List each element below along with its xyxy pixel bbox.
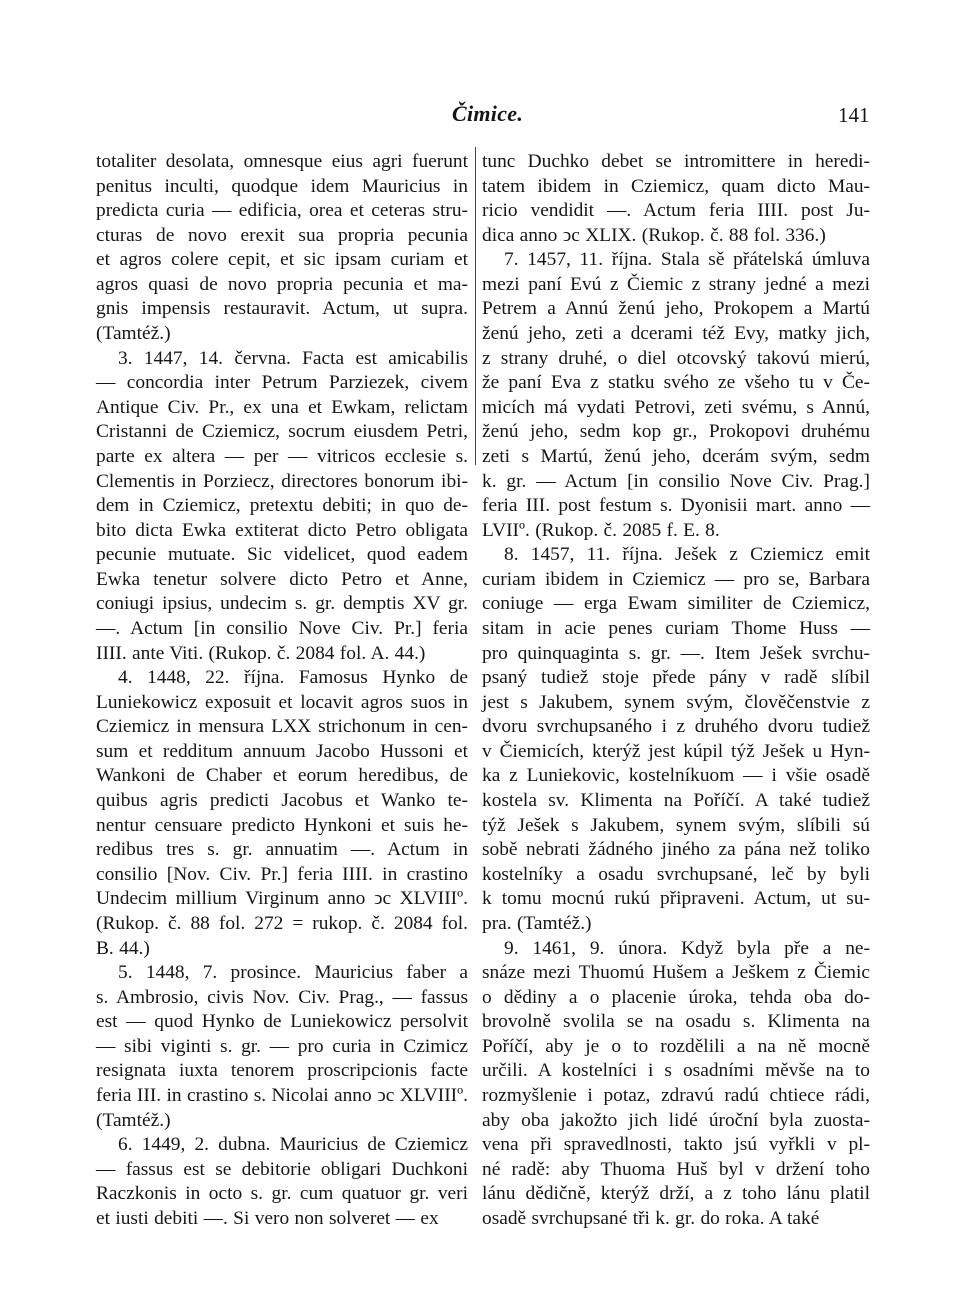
right-column-line: ženú jeho, zeti a dcerami též Evy, matky jich, <box>482 323 870 345</box>
left-column-line: Antique Civ. Pr., ex una et Ewkam, relictam <box>96 396 468 418</box>
left-column-line: Wankoni de Chaber et eorum heredibus, de <box>96 765 468 787</box>
right-column-line: snáze mezi Thuomú Hušem a Ješkem z Čiemic <box>482 962 870 984</box>
right-column-line: k tomu mocnú rukú připraveni. Actum, ut su- <box>482 888 870 910</box>
right-column-line: kostela sv. Klimenta na Poříčí. A také tudiež <box>482 790 870 812</box>
right-column-line: jest s Jakubem, synem svým, člověčenstvie z <box>482 691 870 713</box>
left-column-line: s. Ambrosio, civis Nov. Civ. Prag., — fassus <box>96 986 468 1008</box>
right-column-line: Poříčí, aby je o to rozdělili a na ně mocně <box>482 1035 870 1057</box>
right-column-line: LVIIº. (Rukop. č. 2085 f. E. 8. <box>482 519 720 541</box>
left-column-line: feria III. in crastino s. Nicolai anno ↄc XLVIIIº. <box>96 1084 468 1106</box>
left-column <box>96 150 468 1231</box>
running-title: Čimice. <box>452 101 524 126</box>
right-column-line: kostelníky a osadu svrchupsané, leč by byli <box>482 863 870 885</box>
left-column-line: agros quasi de novo propria pecunia et ma- <box>96 273 468 295</box>
left-column-line: Cristanni de Cziemicz, socrum eiusdem Petri, <box>96 421 468 443</box>
left-column-line: — concordia inter Petrum Parziezek, civem <box>96 372 468 394</box>
right-column-line: micích má vydati Petrovi, zeti svému, s Annú, <box>482 396 870 418</box>
left-column-line: 3. 1447, 14. června. Facta est amicabilis <box>118 347 468 369</box>
right-column-line: 7. 1457, 11. října. Stala sě přátelská úmluva <box>504 249 870 271</box>
left-column-line: (Tamtéž.) <box>96 323 171 345</box>
right-column-line: psaný tudiež stoje přede pány v radě slíbil <box>482 667 870 689</box>
right-column-line: ricio vendidit —. Actum feria IIII. post Ju- <box>482 200 870 222</box>
right-column-line: týž Ješek s Jakubem, synem svým, slíbili sú <box>482 814 870 836</box>
right-column-line: z strany druhé, o diel otcovský takovú mierú, <box>482 347 870 369</box>
left-column-line: parte ex altera — per — vitricos ecclesie s. <box>96 445 468 467</box>
right-column-line: feria III. post festum s. Dyonisii mart. anno — <box>482 495 870 517</box>
left-column-line: 5. 1448, 7. prosince. Mauricius faber a <box>118 962 468 984</box>
right-column-line: osadě svrchupsané tři k. gr. do roka. A také <box>482 1207 820 1229</box>
left-column-line: IIII. ante Viti. (Rukop. č. 2084 fol. A. 44.) <box>96 642 426 664</box>
left-column-line: pecunie mutuate. Sic videlicet, quod eadem <box>96 544 468 566</box>
left-column-line: 6. 1449, 2. dubna. Mauricius de Cziemicz <box>118 1134 468 1156</box>
column-divider <box>475 147 476 465</box>
right-column-line: pro quinquaginta s. gr. —. Item Ješek svrchu- <box>482 642 870 664</box>
right-column-line: 9. 1461, 9. února. Když byla pře a ne- <box>504 937 870 959</box>
right-column-line: pra. (Tamtéž.) <box>482 912 592 934</box>
left-column-line: penitus inculti, quodque idem Mauricius in <box>96 175 468 197</box>
right-column-line: dica anno ↄc XLIX. (Rukop. č. 88 fol. 336.) <box>482 224 826 246</box>
left-column-line: Luniekowicz exposuit et locavit agros suos in <box>96 691 468 713</box>
right-column-line: v Čiemicích, kterýž jest kúpil týž Ješek u Hyn- <box>482 740 870 762</box>
left-column-line: —. Actum [in consilio Nove Civ. Pr.] feria <box>96 617 468 639</box>
right-column-line: tunc Duchko debet se intromittere in heredi- <box>482 151 870 172</box>
left-column-line: Ewka tenetur solvere dicto Petro et Anne, <box>96 568 468 590</box>
right-column-line: rozmyšlenie i potaz, zdravú radú chtiece rádi, <box>482 1084 870 1106</box>
right-column-line: ženú jeho, sedm kop gr., Prokopovi druhému <box>482 421 870 443</box>
right-column-line: k. gr. — Actum [in consilio Nove Civ. Prag.] <box>482 470 870 492</box>
left-column-line: (Rukop. č. 88 fol. 272 = rukop. č. 2084 fol. <box>96 912 468 934</box>
left-column-line: nentur censuare predicto Hynkoni et suis he- <box>96 814 468 836</box>
right-column-line: určili. A kostelníci i s osadními měvše na to <box>482 1060 870 1082</box>
left-column-line: redibus tres s. gr. annuatim —. Actum in <box>96 839 468 861</box>
right-column-line: curiam ibidem in Cziemicz — pro se, Barbara <box>482 568 870 590</box>
right-column-line: dvoru svrchupsaného i z druhého dvoru tudiež <box>482 716 870 738</box>
left-column-line: consilio [Nov. Civ. Pr.] feria IIII. in crastino <box>96 863 468 885</box>
right-column-line: sitam in acie penes curiam Thome Huss — <box>482 617 870 639</box>
left-column-line: predicta curia — edificia, orea et ceteras stru- <box>96 200 468 222</box>
left-column-line: et iusti debiti —. Si vero non solveret — ex <box>96 1207 439 1229</box>
right-column-line: zeti s Martú, ženú jeho, dcerám svým, sedm <box>482 445 870 467</box>
left-column-line: (Tamtéž.) <box>96 1109 171 1131</box>
left-column-line: Raczkonis in octo s. gr. cum quatuor gr. veri <box>96 1183 468 1205</box>
left-column-line: — fassus est se debitorie obligari Duchkoni <box>96 1158 468 1180</box>
left-column-line: 4. 1448, 22. října. Famosus Hynko de <box>118 667 468 689</box>
left-column-line: quibus agris predicti Jacobus et Wanko te- <box>96 790 468 812</box>
page-header <box>0 101 960 135</box>
left-column-line: gnis impensis restauravit. Actum, ut supra. <box>96 298 468 320</box>
left-column-line: Cziemicz in mensura LXX strichonum in cen- <box>96 716 468 738</box>
right-column-line: sobě nebrati žádného jiného za pána než toliko <box>482 839 870 861</box>
right-column-line: brovolně svolila se na osadu s. Klimenta na <box>482 1011 870 1033</box>
left-column-line: — sibi viginti s. gr. — pro curia in Czimicz <box>96 1035 468 1057</box>
right-column-line: o dědiny a o placenie úroka, tehda oba do- <box>482 986 870 1008</box>
left-column-line: sum et redditum annuum Jacobo Hussoni et <box>96 740 468 762</box>
right-column-line: ka z Luniekovic, kostelníkuom — i všie osadě <box>482 765 870 787</box>
right-column-line: coniuge — erga Ewam similiter de Cziemicz, <box>482 593 870 615</box>
left-column-line: cturas de novo erexit sua propria pecunia <box>96 224 468 246</box>
right-column-line: aby oba jakožto jich lidé úroční byla zuosta- <box>482 1109 870 1131</box>
left-column-line: B. 44.) <box>96 937 150 959</box>
left-column-line: bito dicta Ewka extiterat dicto Petro obligata <box>96 519 468 541</box>
right-column-line: Petrem a Annú ženú jeho, Prokopem a Martú <box>482 298 870 320</box>
left-column-line: et agros colere cepit, et sic ipsam curiam et <box>96 249 468 271</box>
right-column-line: né radě: aby Thuoma Huš byl v držení toho <box>482 1158 870 1180</box>
right-column-line: že paní Eva z statku svého ze všeho tu v Če- <box>482 372 870 394</box>
right-column-line: vena při spravedlnosti, takto jsú vyřkli v pl- <box>482 1134 870 1156</box>
right-column-line: 8. 1457, 11. října. Ješek z Cziemicz emit <box>504 544 870 566</box>
left-column-line: coniugi ipsius, undecim s. gr. demptis XV gr. <box>96 593 468 615</box>
right-column-line: tatem ibidem in Cziemicz, quam dicto Mau- <box>482 175 870 197</box>
left-column-line: dem in Cziemicz, pretextu debiti; in quo de- <box>96 495 468 517</box>
left-column-line: totaliter desolata, omnesque eius agri fuerunt <box>96 151 468 172</box>
right-column <box>482 150 870 1231</box>
page-number: 141 <box>838 103 870 127</box>
right-column-line: mezi paní Evú z Čiemic z strany jedné a mezi <box>482 273 870 295</box>
left-column-line: resignata iuxta tenorem proscripcionis facte <box>96 1060 468 1082</box>
left-column-line: est — quod Hynko de Luniekowicz persolvit <box>96 1011 468 1033</box>
left-column-line: Clementis in Porziecz, directores bonorum ibi- <box>96 470 468 492</box>
left-column-line: Undecim millium Virginum anno ↄc XLVIIIº. <box>96 888 468 910</box>
right-column-line: lánu dědičně, kterýž drží, a z toho lánu platil <box>482 1183 870 1205</box>
